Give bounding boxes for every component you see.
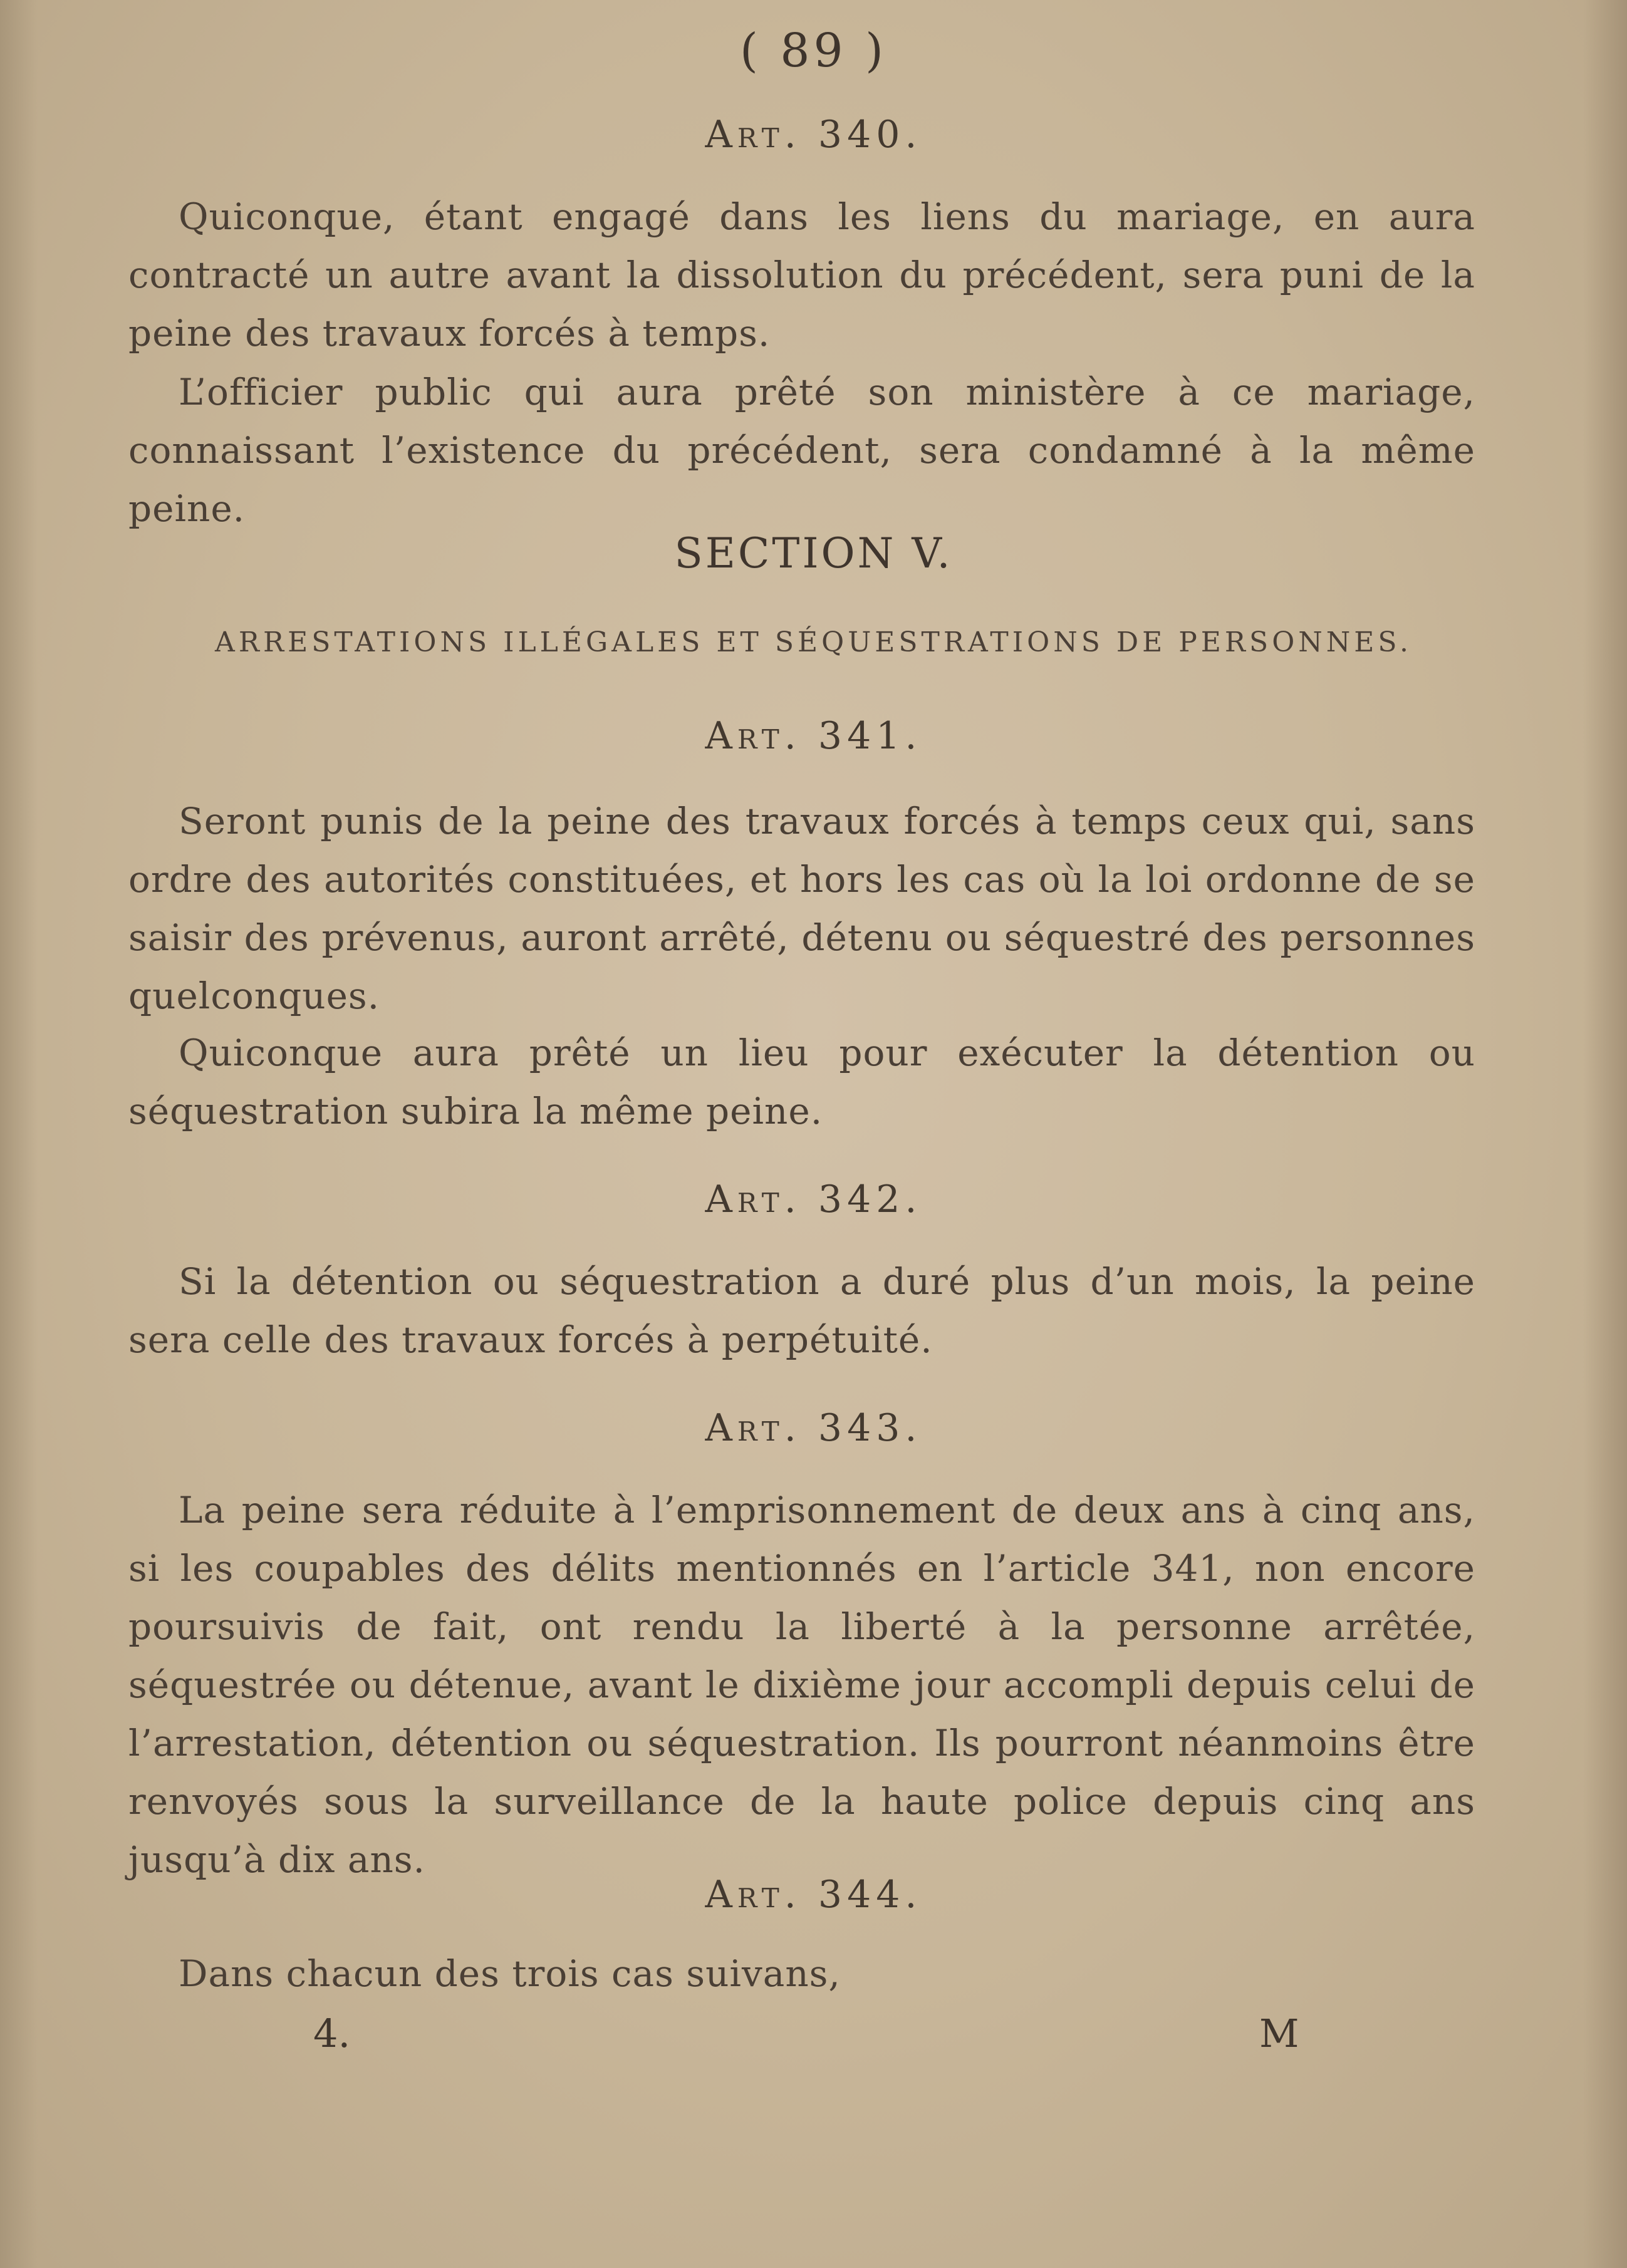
article-340-paragraph-2: L’officier public qui aura prêté son ministère à ce mariage, connaissant l’existence du précédent, sera condamné à la même peine. [128,371,1475,530]
article-342-heading: Art. 342. [705,1178,922,1221]
article-343-heading: Art. 343. [705,1406,922,1450]
section-title: SECTION V. [674,529,953,577]
section-subtitle: ARRESTATIONS ILLÉGALES ET SÉQUESTRATIONS DE PERSONNES. [215,626,1412,658]
article-341-paragraph-1: Seront punis de la peine des travaux forcés à temps ceux qui, sans ordre des autorités constituées, et hors les cas où la loi ordonne de se saisir des prévenus, auront arrêté, détenu ou séquestré des personnes quelconques. [128,800,1475,1017]
article-340-heading: Art. 340. [705,113,922,157]
article-343-paragraph-1: La peine sera réduite à l’emprisonnement de deux ans à cinq ans, si les coupables des délits mentionnés en l’article 341, non encore poursuivis de fait, ont rendu la liberté à la personne arrêtée, séquestrée ou détenue, avant le dixième jour accompli depuis celui de l’arrestation, détention ou séquestration. Ils pourront néanmoins être renvoyés sous la surveillance de la haute police depuis cinq ans jusqu’à dix ans. [128,1489,1475,1881]
page-left-edge [0,0,38,2268]
page-number: ( 89 ) [740,24,887,78]
page-right-edge [1583,0,1627,2268]
article-340-paragraph-1: Quiconque, étant engagé dans les liens du mariage, en aura contracté un autre avant la dissolution du précédent, sera puni de la peine des travaux forcés à temps. [128,195,1475,355]
article-344-heading: Art. 344. [705,1873,922,1917]
article-344-paragraph-1: Dans chacun des trois cas suivans, [179,1952,841,1995]
article-342-paragraph-1: Si la détention ou séquestration a duré plus d’un mois, la peine sera celle des travaux forcés à perpétuité. [128,1260,1475,1361]
article-341-paragraph-2: Quiconque aura prêté un lieu pour exécuter la détention ou séquestration subira la même peine. [128,1032,1475,1132]
signature-mark-right: M [1259,2011,1299,2056]
signature-mark-left: 4. [313,2011,351,2056]
article-341-heading: Art. 341. [705,714,922,758]
